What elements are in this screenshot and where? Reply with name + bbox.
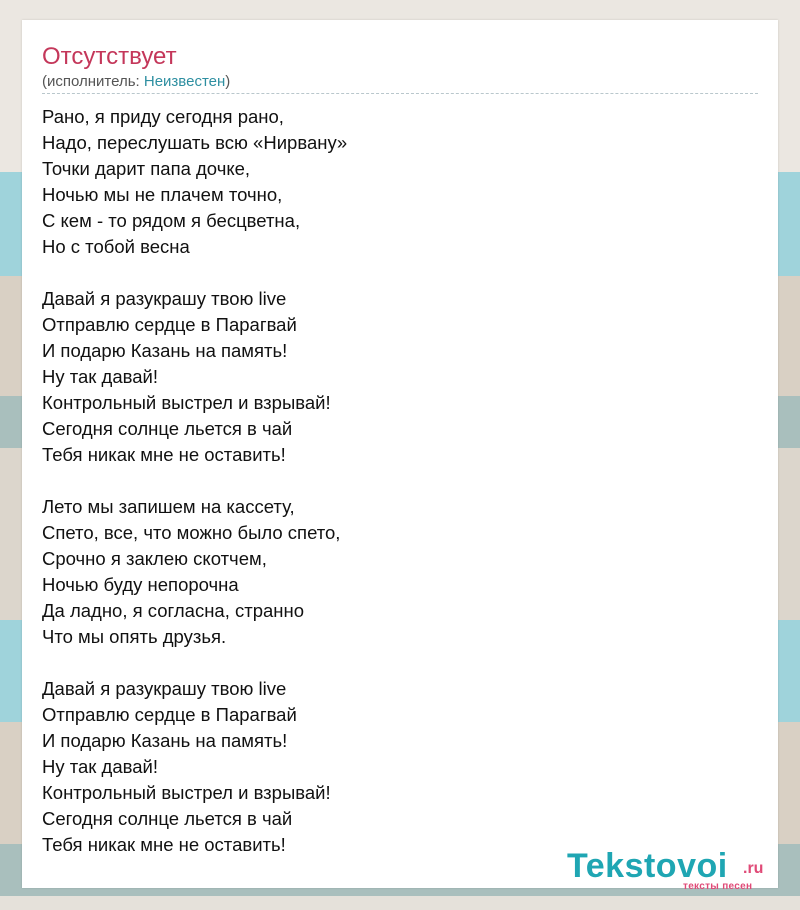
lyrics-stanza [42, 494, 742, 650]
lyrics-line: Но с тобой весна [42, 236, 190, 257]
lyrics-line: Контрольный выстрел и взрывай! [42, 392, 331, 413]
lyrics-text [42, 104, 742, 884]
lyrics-line: Ну так давай! [42, 366, 159, 387]
lyrics-line: Давай я разукрашу твою live [42, 288, 287, 309]
lyrics-line: Тебя никак мне не оставить! [42, 444, 286, 465]
logo-wordmark: Tekstovoi [567, 847, 728, 885]
lyrics-line: Да ладно, я согласна, странно [42, 600, 305, 621]
artist-prefix: (исполнитель: [42, 73, 144, 90]
lyrics-line: Отправлю сердце в Парагвай [42, 704, 297, 725]
lyrics-line: Точки дарит папа дочке, [42, 158, 251, 179]
lyrics-line: Сегодня солнце льется в чай [42, 808, 293, 829]
title-divider [42, 93, 758, 94]
site-logo[interactable] [567, 848, 777, 892]
artist-link[interactable]: Неизвестен [143, 73, 226, 90]
logo-domain: .ru [743, 860, 764, 877]
lyrics-line: Ночью мы не плачем точно, [42, 184, 283, 205]
lyrics-line: Рано, я приду сегодня рано, [42, 106, 284, 127]
lyrics-line: И подарю Казань на память! [42, 730, 288, 751]
artist-line [42, 72, 230, 92]
lyrics-stanza [42, 104, 742, 260]
lyrics-line: Лето мы запишем на кассету, [42, 496, 295, 517]
lyrics-line: Отправлю сердце в Парагвай [42, 314, 297, 335]
lyrics-line: С кем - то рядом я бесцветна, [42, 210, 301, 231]
lyrics-line: Что мы опять друзья. [42, 626, 227, 647]
lyrics-line: Контрольный выстрел и взрывай! [42, 782, 331, 803]
lyrics-stanza [42, 676, 742, 858]
lyrics-line: Ночью буду непорочна [42, 574, 239, 595]
artist-suffix: ) [225, 73, 231, 90]
lyrics-line: Тебя никак мне не оставить! [42, 834, 286, 855]
lyrics-line: Срочно я заклею скотчем, [42, 548, 267, 569]
lyrics-line: Спето, все, что можно было спето, [42, 522, 341, 543]
song-title: Отсутствует [42, 43, 177, 70]
logo-tagline: тексты песен [683, 881, 753, 892]
lyrics-stanza [42, 286, 742, 468]
lyrics-line: Ну так давай! [42, 756, 159, 777]
lyrics-line: Надо, переслушать всю «Нирвану» [42, 132, 348, 153]
lyrics-line: Давай я разукрашу твою live [42, 678, 287, 699]
lyrics-card [22, 20, 778, 892]
lyrics-line: И подарю Казань на память! [42, 340, 288, 361]
lyrics-line: Сегодня солнце льется в чай [42, 418, 293, 439]
